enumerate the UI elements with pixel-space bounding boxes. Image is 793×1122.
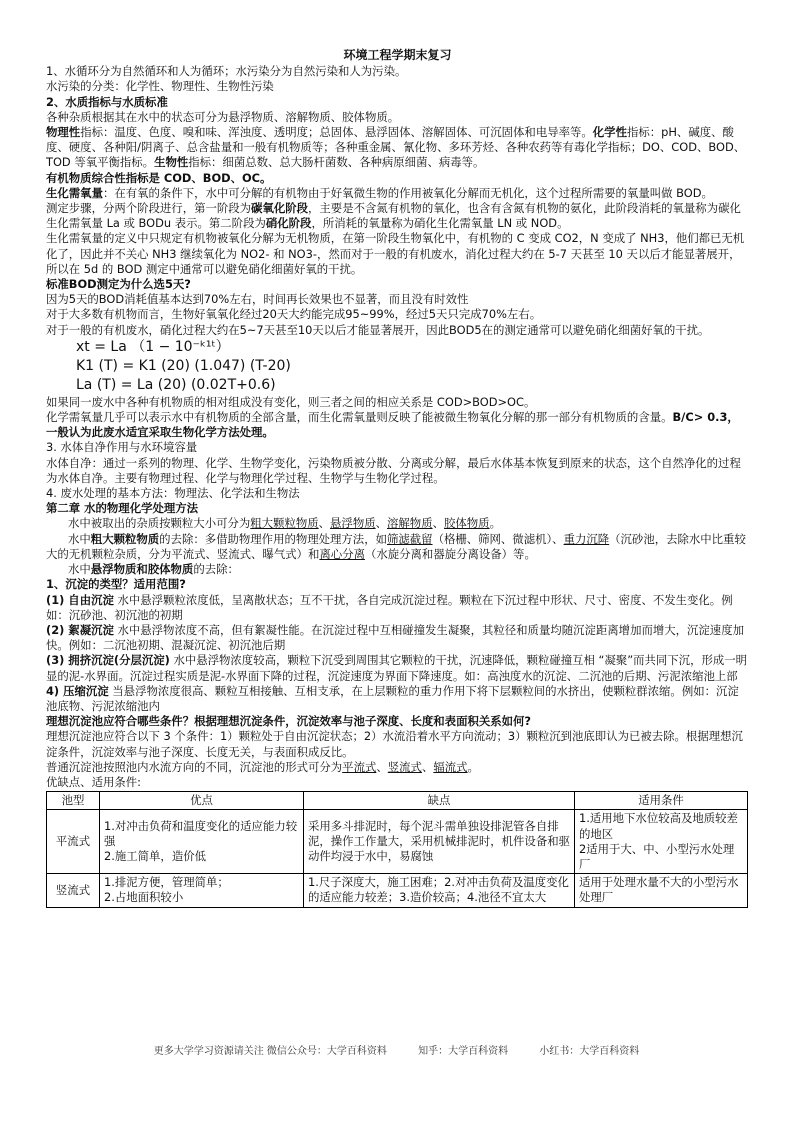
text: （格栅、筛网、微滤机）、 (432, 531, 564, 546)
term: 辐流式 (433, 759, 468, 774)
term: (2) 絮凝沉淀 (46, 622, 114, 637)
page-footer (0, 1042, 793, 1057)
footer-text: 知乎：大学百科资料 (418, 1046, 509, 1057)
table-cell: 1.适用地下水位较高及地质较差的地区 2适用于大、中、小型污水处理厂 (575, 810, 748, 874)
paragraph (46, 684, 749, 714)
table-cell: 1.排泥方便，管理简单； 2.占地面积较小 (100, 874, 304, 907)
text: 指标：温度、色度、嗅和味、浑浊度、透明度；总固体、悬浮固体、溶解固体、可沉固体和电导率等。 (80, 125, 593, 140)
paragraph: 水污染的分类：化学性、物理性、生物性污染 (46, 79, 274, 94)
paragraph: 水体自净：通过一系列的物理、化学、生物学变化，污染物质被分散、分离或分解，最后水体基本恢复到原来的状态，这个自然净化的过程为水体自净。主要有物理过程、化学与物理化学过程、生物学与生物化学过程。 (46, 455, 741, 485)
term: 物理性 (46, 125, 81, 140)
term: B/C> 0.3，一般认为此废水适宜采取生物化学方法处理。 (46, 410, 739, 440)
table-cell: 竖流式 (47, 874, 100, 907)
footer-text: 小红书：大学百科资料 (539, 1046, 640, 1057)
term: (1) 自由沉淀 (46, 592, 114, 607)
text: 水中被取出的杂质按颗粒大小可分为 (68, 516, 251, 531)
section-heading: 2、水质指标与水质标准 (46, 94, 168, 109)
text: 水中悬浮物浓度不高，但有絮凝性能。在沉淀过程中互相碰撞发生凝聚，其粒径和质量均随沉淀距离增加而增大，沉淀速度加快。例如：二沉池初期、混凝沉淀、初沉池后期 (46, 622, 744, 653)
section-heading: 1、沉淀的类型？适用范围? (46, 577, 186, 592)
table-header-row (47, 792, 748, 810)
text: 测定步骤，分两个阶段进行，第一阶段为 (46, 201, 252, 216)
formula: xt = La （1 − 10⁻ᵏ¹ᵗ） (76, 338, 230, 355)
term: 生化需氧量 (46, 185, 103, 200)
text: 当悬浮物浓度很高、颗粒互相接触、互相支承，在上层颗粒的重力作用下将下层颗粒间的水挤出，使颗粒群浓缩。例如：沉淀池底物、污泥浓缩池内 (46, 683, 739, 713)
section-heading: 有机物质综合性指标是 COD、BOD、OC。 (46, 170, 272, 185)
paragraph: 水中被取出的杂质按颗粒大小可分为粗大颗粒物质、悬浮物质、溶解物质、胶体物质。 (68, 516, 501, 531)
paragraph: 各种杂质根据其在水中的状态可分为悬浮物质、溶解物质、胶体物质。 (46, 109, 400, 124)
formula: La (T) = La (20) (0.02T+0.6) (76, 376, 276, 393)
term: 粗大颗粒物质 (250, 516, 319, 531)
page-title: 环境工程学期末复习 (343, 48, 452, 62)
table-row (47, 874, 748, 907)
term: 筛滤截留 (386, 531, 433, 546)
term: 溶解物质 (387, 516, 433, 531)
term: 离心分离 (319, 546, 365, 561)
paragraph (46, 532, 749, 562)
table-cell: 采用多斗排泥时，每个泥斗需单独设排泥管各自排泥，操作工作量大，采用机械排泥时，机件设备和驱动件均浸于水中，易腐蚀 (304, 810, 575, 874)
paragraph: 因为5天的BOD消耗值基本达到70%左右，时间再长效果也不显著，而且没有时效性 (46, 292, 469, 307)
text: 普通沉淀池按照池内水流方向的不同，沉淀池的形式可分为 (46, 759, 343, 774)
text: ，主要是不含氮有机物的氧化，也含有含氮有机物的氨化，此阶段消耗的氧量称为碳化生化需氧量 La 或 BODu 表示。第二阶段为 (46, 201, 741, 231)
term: 悬浮物质 (330, 516, 376, 531)
document-page (46, 48, 749, 908)
table-header: 缺点 (304, 792, 575, 810)
comparison-table (46, 791, 748, 907)
text: 指标：细菌总数、总大肠杆菌数、各种病原细菌、病毒等。 (188, 155, 485, 170)
paragraph: 4. 废水处理的基本方法：物理法、化学法和生物法 (46, 486, 300, 501)
paragraph (46, 410, 749, 440)
paragraph: 3. 水体自净作用与水环境容量 (46, 440, 198, 455)
text: 水中悬浮物浓度较高，颗粒下沉受到周围其它颗粒的干扰，沉速降低，颗粒碰撞互相 “凝聚”而共同下沉，形成一明显的泥-水界面。沉淀过程实质是泥-水界面下降的过程，沉淀速度为界面下降速度。如：高浊度水的沉淀、二沉池的后期、污泥浓缩池上部 (46, 653, 748, 683)
text: 化学需氧量几乎可以表示水中有机物质的全部含量，而生化需氧量则反映了能被微生物氧化分解的那一部分有机物质的含量。 (46, 410, 673, 425)
paragraph: 普通沉淀池按照池内水流方向的不同，沉淀池的形式可分为平流式、竖流式、辐流式。 (46, 759, 479, 774)
term: 悬浮物质和胶体物质 (90, 562, 194, 577)
paragraph: 1、水循环分为自然循环和人为循环；水污染分为自然污染和人为污染。 (46, 64, 407, 79)
section-heading: 理想沉淀池应符合哪些条件？根据理想沉淀条件，沉淀效率与池子深度、长度和表面积关系如何? (46, 714, 532, 729)
term: 重力沉降 (563, 531, 610, 546)
formula: K1 (T) = K1 (20) (1.047) (T-20) (76, 357, 291, 374)
indicator-paragraph (46, 125, 749, 171)
paragraph: 生化需氧量的定义中只规定有机物被氧化分解为无机物质，在第一阶段生物氧化中，有机物的 C 变成 CO2，N 变成了 NH3，他们都已无机化了，因此并不关心 NH3 继续氧化为 NO2- 和 NO3-，然而对于一般的有机废水，消化过程大约在 5-7 天甚至 10 天以后才能显著展开，所以在 5d 的 BOD 测定中通常可以避免硝化细菌好氧的干扰。 (46, 231, 745, 276)
footer-text: 更多大学学习资源请关注 微信公众号：大学百科资料 (153, 1046, 387, 1057)
table-row (47, 810, 748, 874)
term: 4) 压缩沉淀 (46, 683, 109, 698)
text: （水旋分离和器旋分离设备）等。 (364, 546, 536, 561)
term: 化学性 (592, 125, 627, 140)
paragraph: 对于大多数有机物而言，生物好氧氧化经过20天大约能完成95~99%，经过5天只完成70%左右。 (46, 307, 542, 322)
table-header: 池型 (47, 792, 100, 810)
paragraph (46, 593, 749, 623)
paragraph (46, 186, 749, 201)
paragraph (46, 623, 749, 653)
paragraph (46, 562, 749, 577)
table-cell: 1.尺子深度大，施工困难；2.对冲击负荷及温度变化的适应能力较差；3.造价较高；4.池径不宜太大 (304, 874, 575, 907)
text: ，所消耗的氧量称为硝化生化需氧量 LN 或 NOD。 (311, 216, 569, 231)
paragraph: 优缺点、适用条件: (46, 774, 141, 789)
term: 胶体物质 (444, 516, 490, 531)
table-header: 优点 (100, 792, 304, 810)
term: 碳氧化阶段 (251, 201, 309, 216)
table-header: 适用条件 (575, 792, 748, 810)
text: （沉砂池，去除水中比重较大的无机颗粒杂质，分为平流式、竖流式、曝气式）和 (46, 531, 746, 561)
term: (3) 拥挤沉淀(分层沉淀) (46, 653, 170, 668)
term: 生物性 (154, 155, 189, 170)
paragraph: 如果同一废水中各种有机物质的相对组成没有变化，则三者之间的相应关系是 COD>BOD>OC。 (46, 394, 536, 409)
chapter-heading: 第二章 水的物理化学处理方法 (46, 501, 199, 516)
term: 平流式 (342, 759, 377, 774)
text: 水中 (68, 531, 91, 546)
text: ：在有氧的条件下，水中可分解的有机物由于好氧微生物的作用被氧化分解而无机化，这个过程所需要的氧量叫做 BOD。 (102, 185, 713, 200)
text: 水中 (68, 562, 91, 577)
table-cell: 1.对冲击负荷和温度变化的适应能力较强 2.施工简单，造价低 (100, 810, 304, 874)
term: 竖流式 (387, 759, 422, 774)
paragraph: 理想沉淀池应符合以下 3 个条件：1）颗粒处于自由沉淀状态；2）水流沿着水平方向流动；3）颗粒沉到池底即认为已被去除。根据理想沉淀条件，沉淀效率与池子深度、长度无关，与表面积成反比。 (46, 729, 743, 759)
text: 的去除：多借助物理作用的物理处理方法，如 (159, 531, 387, 546)
section-heading: 标准BOD测定为什么选5天? (46, 277, 191, 292)
term: 硝化阶段 (265, 216, 312, 231)
table-cell: 适用于处理水量不大的小型污水处理厂 (575, 874, 748, 907)
paragraph (46, 201, 749, 231)
text: 的去除： (193, 562, 239, 577)
paragraph: 对于一般的有机废水，硝化过程大约在5~7天甚至10天以后才能显著展开，因此BOD5在的测定通常可以避免硝化细菌好氧的干扰。 (46, 322, 710, 337)
text: 指标：pH、碱度、酸度、硬度、各种阳/阴离子、总含盐量和一般有机物质等；各种重金属、氰化物、多环芳烃、各种农药等有毒化学指标；DO、COD、BOD、TOD 等氧平衡指标。 (46, 125, 746, 170)
term: 粗大颗粒物质 (90, 531, 160, 546)
table-cell: 平流式 (47, 810, 100, 874)
paragraph (46, 653, 749, 683)
text: 水中悬浮颗粒浓度低，呈离散状态；互不干扰，各自完成沉淀过程。颗粒在下沉过程中形状、尺寸、密度、不发生变化。例如：沉砂池、初沉池的初期 (46, 592, 733, 622)
